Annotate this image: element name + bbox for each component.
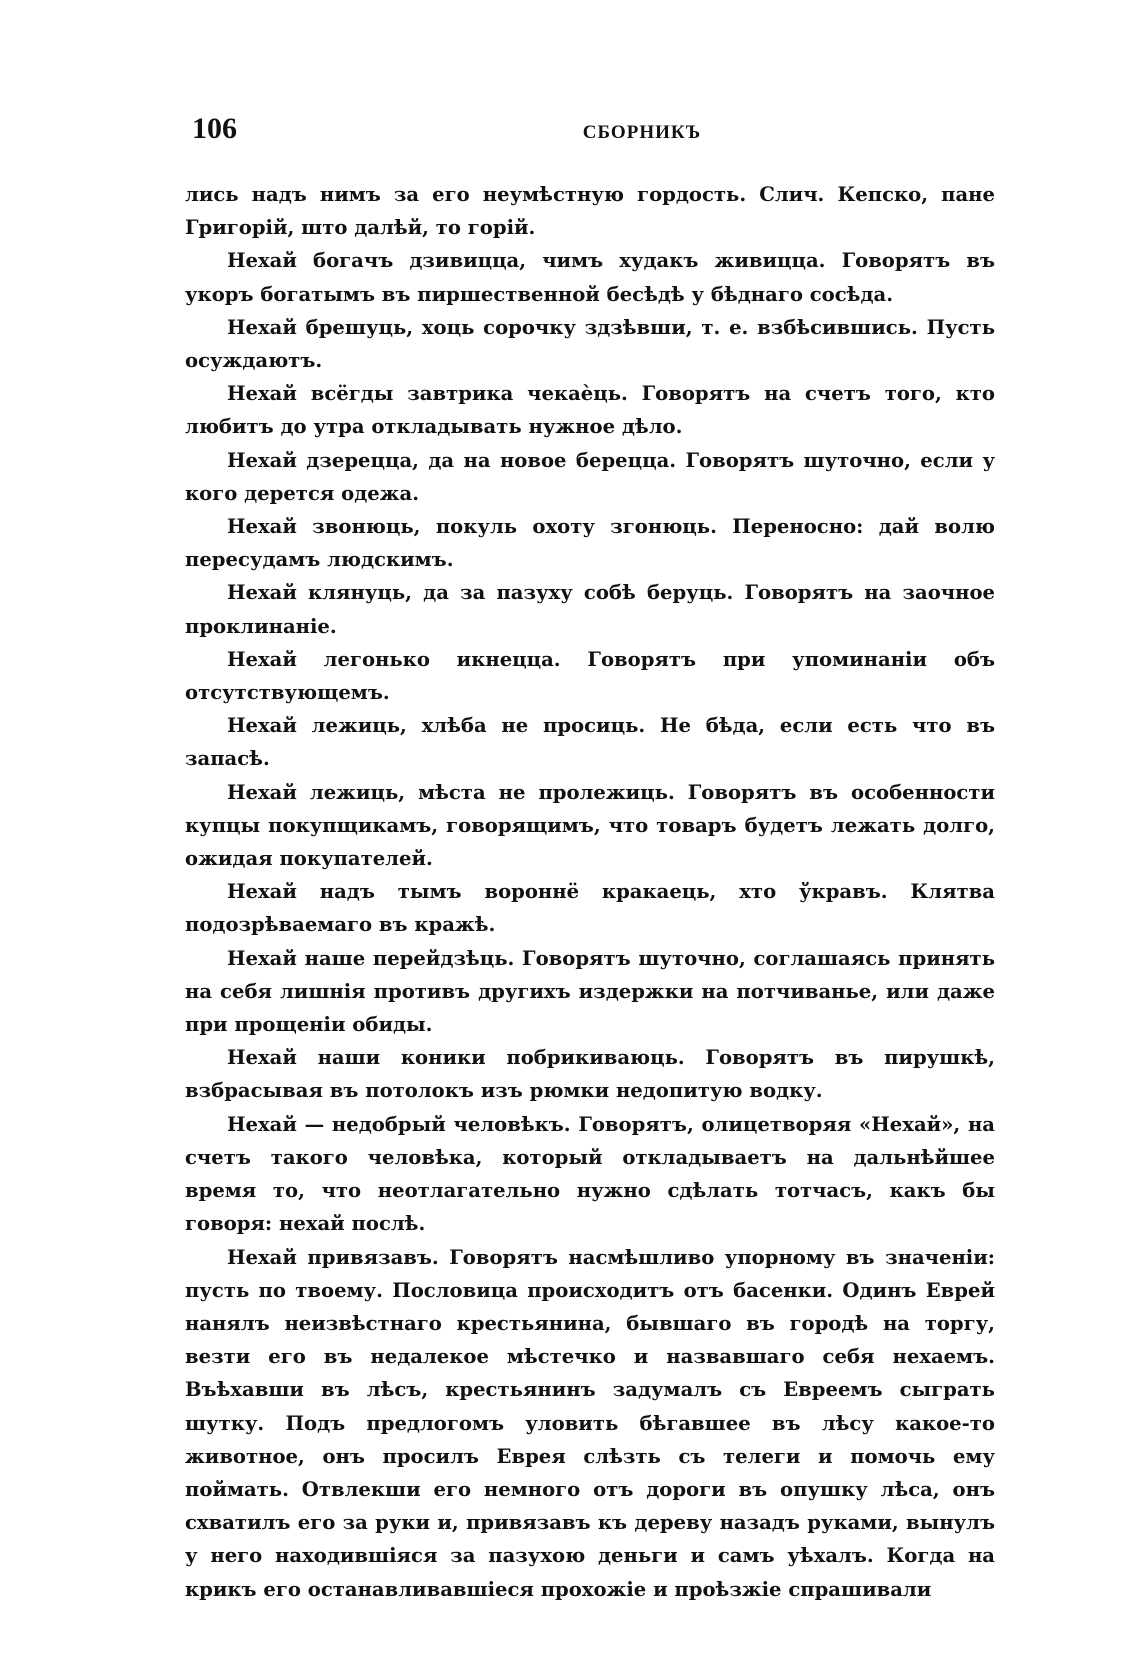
paragraph: Нехай всёгды завтрика чекаѐць. Говорятъ на счетъ того, кто любитъ до утра откладывать нужное дѣло. [185,382,995,439]
paragraph: Нехай легонько икнецца. Говорятъ при упоминаніи объ отсутствующемъ. [185,647,995,705]
paragraph: Нехай наше перейдзѣць. Говорятъ шуточно, соглашаясь принять на себя лишнія противъ другихъ издержки на потчиванье, или даже при прощеніи обиды. [185,946,995,1037]
page-number: 106 [192,112,237,145]
paragraph: Нехай лежиць, мѣста не пролежиць. Говорятъ въ особенности купцы покупщикамъ, говорящимъ, что товаръ будетъ лежать долго, ожидая покупателей. [185,780,995,871]
running-title: СБОРНИКЪ [582,122,702,143]
page-header [192,112,992,152]
paragraph: Нехай привязавъ. Говорятъ насмѣшливо упорному въ значеніи: пусть по твоему. Пословица происходитъ отъ басенки. Одинъ Еврей нанялъ неизвѣстнаго крестьянина, бывшаго въ городѣ на торгу, везти его въ недалекое мѣстечко и назвавшаго себя нехаемъ. Въѣхавши въ лѣсъ, крестьянинъ задумалъ съ Евреемъ сыграть шутку. Подъ предлогомъ уловить бѣгавшее въ лѣсу какое-то животное, онъ просилъ Еврея слѣзть съ телеги и помочь ему поймать. Отвлекши его немного отъ дороги въ опушку лѣса, онъ схватилъ его за руки и, привязавъ къ дереву назадъ руками, вынулъ у него находившіяся за пазухою деньги и самъ уѣхалъ. Когда на крикъ его останавливавшіеся прохожіе и проѣзжіе спрашивали [185,1245,995,1601]
paragraph: Нехай дзерецца, да на новое берецца. Говорятъ шуточно, если у кого дерется одежа. [185,448,995,505]
paragraph: Нехай надъ тымъ вороннё кракаець, хто ўкравъ. Клятва подозрѣваемаго въ кражѣ. [185,880,995,937]
paragraph: Нехай брешуць, хоць сорочку здзѣвши, т. е. взбѣсившись. Пусть осуждаютъ. [185,315,995,373]
paragraph: Нехай богачъ дзивицца, чимъ худакъ живицца. Говорятъ въ укоръ богатымъ въ пиршественной бесѣдѣ у бѣднаго сосѣда. [185,249,995,306]
paragraph: Нехай наши коники побрикиваюць. Говорятъ въ пирушкѣ, взбрасывая въ потолокъ изъ рюмки недопитую водку. [185,1046,995,1103]
page-body [185,178,995,1606]
paragraph: Нехай клянуць, да за пазуху собѣ беруць. Говорятъ на заочное проклинаніе. [185,581,995,638]
paragraph: Нехай звонюць, покуль охоту згонюць. Переносно: дай волю пересудамъ людскимъ. [185,515,995,572]
paragraph: Нехай — недобрый человѣкъ. Говорятъ, олицетворяя «Нехай», на счетъ такого человѣка, который откладываетъ на дальнѣйшее время то, что неотлагательно нужно сдѣлать тотчасъ, какъ бы говоря: нехай послѣ. [185,1112,995,1236]
paragraph-continuation: лись надъ нимъ за его неумѣстную гордость. Слич. Кепско, пане Григорій, што далѣй, то горій. [185,183,995,240]
paragraph: Нехай лежиць, хлѣба не просиць. Не бѣда, если есть что въ запасѣ. [185,714,995,771]
